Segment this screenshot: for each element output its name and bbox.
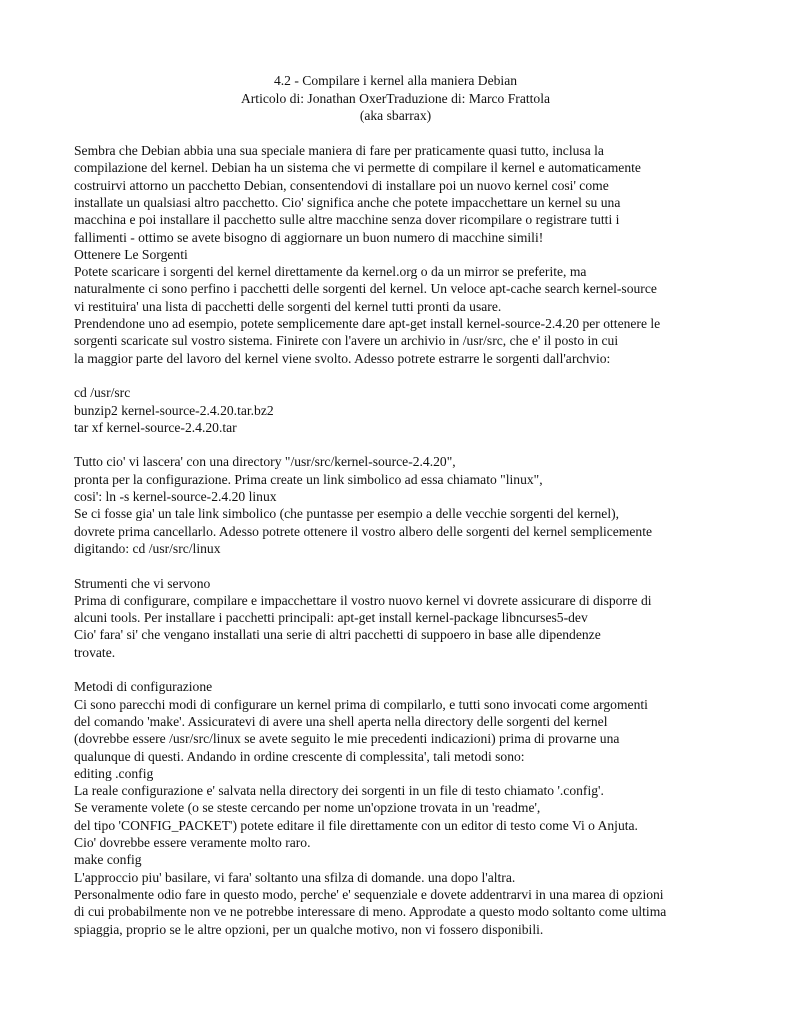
text-line: di cui probabilmente non ve ne potrebbe interessare di meno. Approdate a questo modo soltanto come ultima — [74, 904, 667, 920]
text-line: make config — [74, 852, 142, 868]
text-line: L'approccio piu' basilare, vi fara' soltanto una sfilza di domande. una dopo l'altra. — [74, 869, 516, 885]
text-line: spiaggia, proprio se le altre opzioni, per un qualche motivo, non vi fossero disponibili. — [74, 921, 544, 937]
text-line: vi restituira' una lista di pacchetti delle sorgenti del kernel tutti pronti da usare. — [74, 298, 502, 314]
text-line: bunzip2 kernel-source-2.4.20.tar.bz2 — [74, 402, 274, 418]
text-line: (dovrebbe essere /usr/src/linux se avete seguito le mie precedenti indicazioni) prima di provarne una — [74, 731, 620, 747]
text-line: la maggior parte del lavoro del kernel viene svolto. Adesso potrete estrarre le sorgenti dall'archvio: — [74, 350, 611, 366]
text-line: sorgenti scaricate sul vostro sistema. Finirete con l'avere un archivio in /usr/src, che e' il posto in cui — [74, 333, 619, 349]
text-line: cosi': ln -s kernel-source-2.4.20 linux — [74, 489, 277, 504]
text-line: installate un qualsiasi altro pacchetto. Cio' significa anche che potete impacchettare un kernel su una — [74, 194, 621, 210]
text-line: del comando 'make'. Assicuratevi di avere una shell aperta nella directory delle sorgenti del kernel — [74, 713, 608, 729]
text-line: Cio' fara' si' che vengano installati una serie di altri pacchetti di suppoero in base alle dipendenze — [74, 627, 601, 643]
text-line: editing .config — [74, 765, 154, 781]
text-line: Prendendone uno ad esempio, potete semplicemente dare apt-get install kernel-source-2.4.20 per ottenere le — [74, 316, 661, 331]
text-line: Se ci fosse gia' un tale link simbolico (che puntasse per esempio a delle vecchie sorgenti del kernel), — [74, 506, 620, 522]
text-line: digitando: cd /usr/src/linux — [74, 540, 221, 556]
author-line: Articolo di: Jonathan OxerTraduzione di: Marco Frattola — [240, 91, 551, 106]
text-line: Strumenti che vi servono — [74, 575, 211, 591]
text-line: Ci sono parecchi modi di configurare un kernel prima di compilarlo, e tutti sono invocati come argomenti — [74, 696, 648, 712]
text-line: Se veramente volete (o se steste cercando per nome un'opzione trovata in un 'readme', — [74, 800, 541, 816]
text-line: macchina e poi installare il pacchetto sulle altre macchine senza dover ricompilare o registrare tutti i — [74, 212, 620, 228]
text-line: del tipo 'CONFIG_PACKET') potete editare il file direttamente con un editor di testo come Vi o Anjuta. — [74, 817, 638, 833]
text-line: alcuni tools. Per installare i pacchetti principali: apt-get install kernel-package libncurses5-dev — [74, 610, 588, 626]
text-line: Potete scaricare i sorgenti del kernel direttamente da kernel.org o da un mirror se preferite, ma — [74, 264, 587, 280]
text-line: Prima di configurare, compilare e impacchettare il vostro nuovo kernel vi dovrete assicurare di disporre di — [74, 592, 652, 608]
text-line: Cio' dovrebbe essere veramente molto raro. — [74, 835, 311, 850]
text-line: compilazione del kernel. Debian ha un sistema che vi permette di compilare il kernel e automaticamente — [74, 160, 641, 176]
text-line: cd /usr/src — [74, 385, 131, 401]
document-title: 4.2 - Compilare i kernel alla maniera Debian — [273, 73, 518, 88]
text-line: qualunque di questi. Andando in ordine crescente di complessita', tali metodi sono: — [74, 748, 525, 764]
text-line: Tutto cio' vi lascera' con una directory "/usr/src/kernel-source-2.4.20", — [74, 454, 456, 470]
alias-line: (aka sbarrax) — [359, 108, 432, 123]
text-line: pronta per la configurazione. Prima create un link simbolico ad essa chiamato "linux", — [74, 471, 543, 487]
text-line: Personalmente odio fare in questo modo, perche' e' sequenziale e dovete addentrarvi in una marea di opzioni — [74, 886, 664, 902]
text-line: trovate. — [74, 644, 116, 660]
text-line: dovrete prima cancellarlo. Adesso potrete ottenere il vostro albero delle sorgenti del kernel semplicemente — [74, 523, 653, 539]
text-line: La reale configurazione e' salvata nella directory dei sorgenti in un file di testo chiamato '.config'. — [74, 783, 604, 799]
text-line: Ottenere Le Sorgenti — [74, 246, 188, 262]
text-line: Metodi di configurazione — [74, 679, 213, 695]
text-line: tar xf kernel-source-2.4.20.tar — [74, 419, 237, 435]
text-line: naturalmente ci sono perfino i pacchetti delle sorgenti del kernel. Un veloce apt-cache search kernel-source — [74, 281, 657, 297]
text-line: Sembra che Debian abbia una sua speciale maniera di fare per praticamente quasi tutto, inclusa la — [74, 143, 604, 158]
text-line: costruirvi attorno un pacchetto Debian, consentendovi di installare poi un nuovo kernel cosi' come — [74, 177, 609, 193]
text-line: fallimenti - ottimo se avete bisogno di aggiornare un buon numero di macchine simili! — [74, 229, 544, 245]
